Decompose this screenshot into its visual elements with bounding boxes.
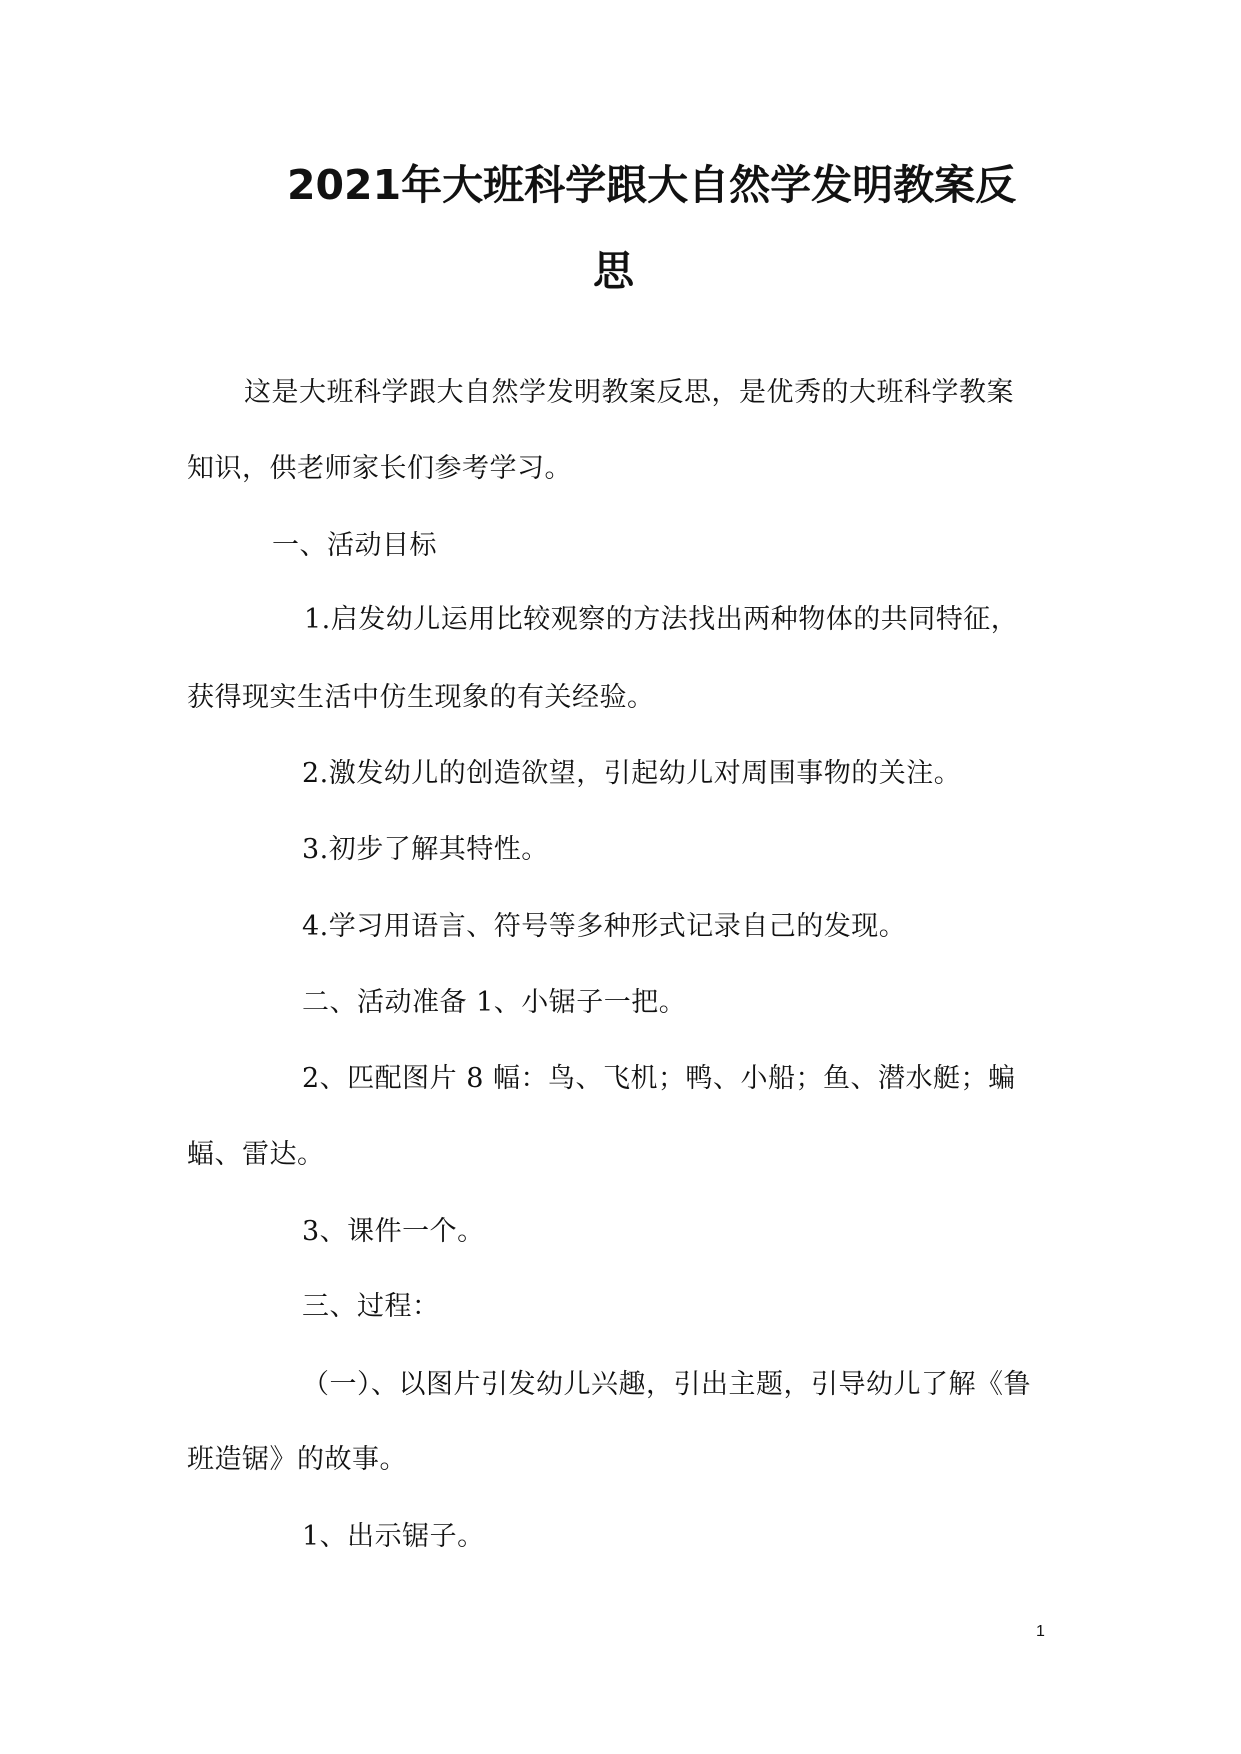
paragraph-line: 4.学习用语言、符号等多种形式记录自己的发现。 (302, 911, 907, 942)
section-heading: 一、活动目标 (272, 530, 437, 561)
paragraph-line: 1.启发幼儿运用比较观察的方法找出两种物体的共同特征， (304, 604, 1019, 635)
document-title-line-1: 2021年大班科学跟大自然学发明教案反 (287, 161, 1017, 209)
paragraph-line: 知识，供老师家长们参考学习。 (187, 453, 572, 484)
paragraph-line: 班造锯》的故事。 (187, 1444, 407, 1475)
paragraph-line: 3.初步了解其特性。 (302, 834, 549, 865)
section-heading: 二、活动准备 1、小锯子一把。 (302, 987, 687, 1018)
paragraph-line: 1、出示锯子。 (302, 1521, 485, 1552)
paragraph-line: 3、课件一个。 (302, 1216, 485, 1247)
paragraph-line: 2.激发幼儿的创造欲望，引起幼儿对周围事物的关注。 (302, 758, 962, 789)
page-number: 1 (1036, 1623, 1045, 1640)
paragraph-line: 2、匹配图片 8 幅：鸟、飞机；鸭、小船；鱼、潜水艇；蝙 (302, 1063, 1016, 1094)
paragraph-line: 这是大班科学跟大自然学发明教案反思，是优秀的大班科学教案 (244, 377, 1014, 408)
paragraph-line: （一）、以图片引发幼儿兴趣，引出主题，引导幼儿了解《鲁 (302, 1369, 1031, 1400)
paragraph-line: 蝠、雷达。 (187, 1139, 325, 1170)
section-heading: 三、过程： (302, 1291, 440, 1322)
document-title-line-2: 思 (593, 247, 634, 295)
paragraph-line: 获得现实生活中仿生现象的有关经验。 (187, 682, 655, 713)
